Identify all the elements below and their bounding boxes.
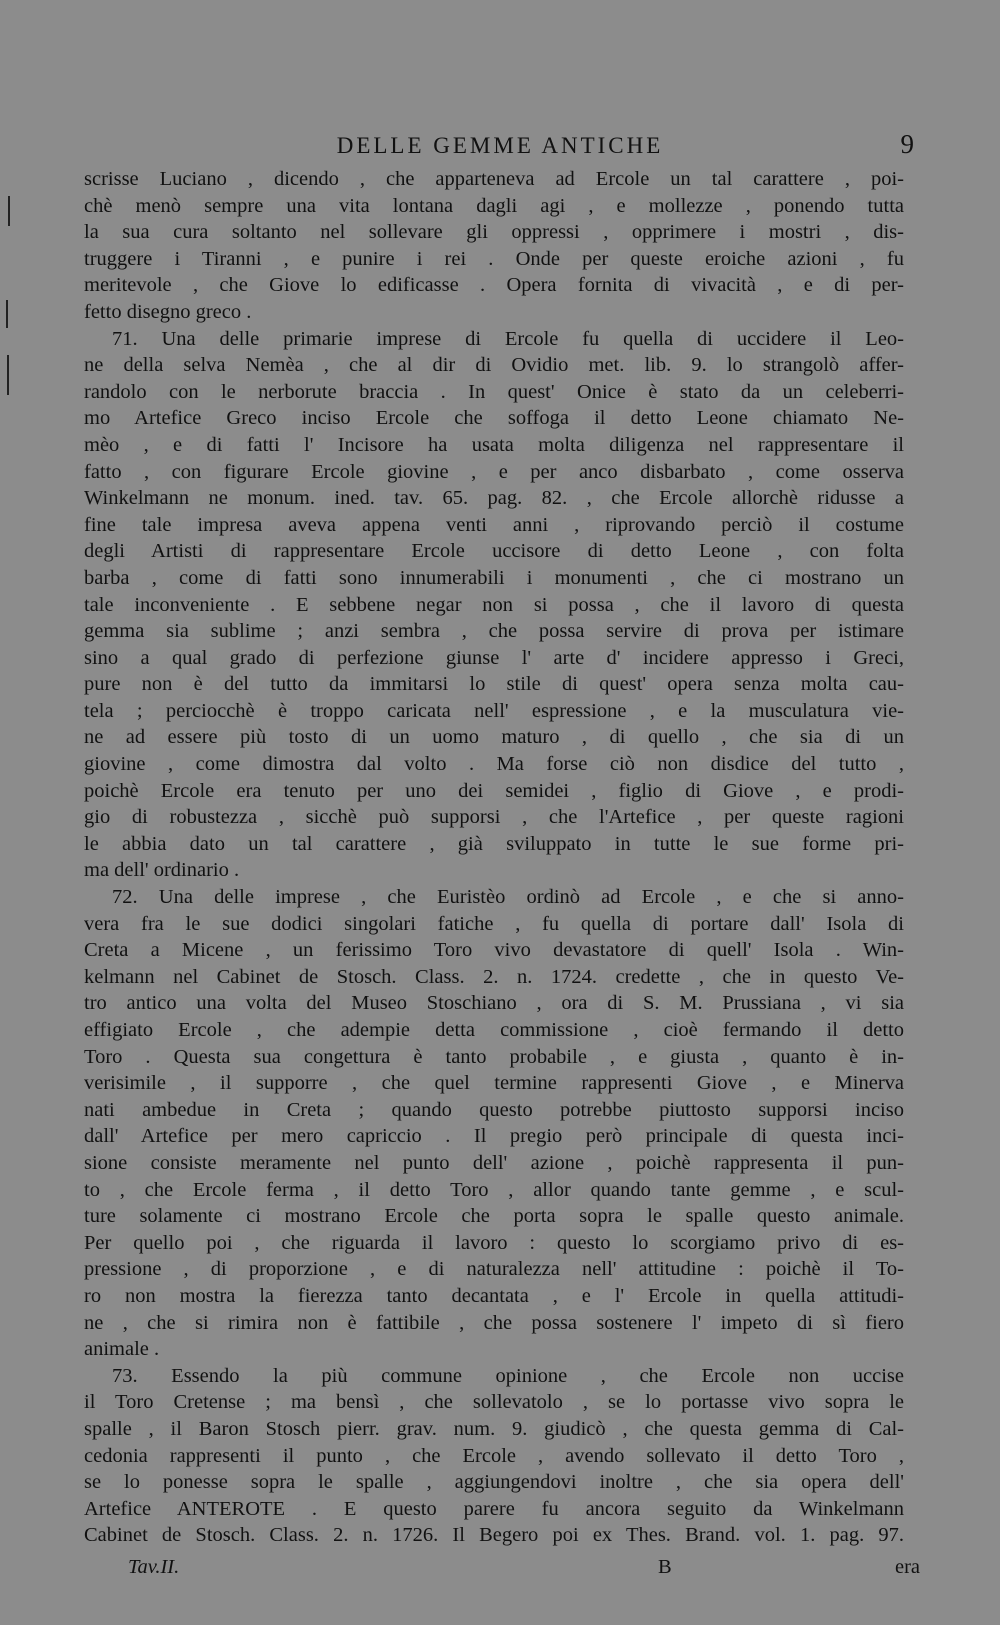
text-line: Per quello poi , che riguarda il lavoro : questo lo scorgiamo privo di es- (84, 1231, 904, 1254)
text-line: gemma sia sublime ; anzi sembra , che possa servire di prova per istimare (84, 620, 904, 643)
text-line: poichè Ercole era tenuto per uno dei semidei , figlio di Giove , e prodi- (84, 779, 904, 802)
margin-mark (8, 196, 10, 226)
text-line: truggere i Tiranni , e punire i rei . Onde per queste eroiche azioni , fu (84, 247, 904, 270)
text-line: la sua cura soltanto nel sollevare gli oppressi , opprimere i mostri , dis- (84, 221, 904, 244)
signature-mark: B (658, 1556, 672, 1578)
text-line: randolo con le nerborute braccia . In quest' Onice è stato da un celeberri- (84, 380, 904, 403)
text-line: Artefice ANTEROTE . E questo parere fu ancora seguito da Winkelmann (84, 1497, 904, 1520)
paragraph-72-start: 72. Una delle imprese , che Euristèo ordinò ad Ercole , e che si anno- (112, 886, 904, 909)
text-line: ne della selva Nemèa , che al dir di Ovidio met. lib. 9. lo strangolò affer- (84, 354, 904, 377)
text-line: nati ambedue in Creta ; quando questo potrebbe piuttosto supporsi inciso (84, 1098, 904, 1121)
margin-mark (7, 355, 9, 395)
text-line: vera fra le sue dodici singolari fatiche , fu quella di portare dall' Isola di (84, 912, 904, 935)
text-line: fetto disegno greco . (84, 300, 252, 323)
text-line: tela ; perciocchè è troppo caricata nell' espressione , e la musculatura vie- (84, 699, 904, 722)
text-line: fine tale impresa aveva appena venti anni , riprovando perciò il costume (84, 513, 904, 536)
plate-reference: Tav.II. (128, 1556, 180, 1578)
text-line: giovine , come dimostra dal volto . Ma forse ciò non disdice del tutto , (84, 753, 904, 776)
text-line: Cabinet de Stosch. Class. 2. n. 1726. Il Begero poi ex Thes. Brand. vol. 1. pag. 97. (84, 1524, 904, 1547)
text-line: ne ad essere più tosto di un uomo maturo , di quello , che sia di un (84, 726, 904, 749)
body-text (84, 166, 904, 1549)
text-line: Winkelmann ne monum. ined. tav. 65. pag. 82. , che Ercole allorchè ridusse a (84, 487, 904, 510)
text-line: to , che Ercole ferma , il detto Toro , allor quando tante gemme , e scul- (84, 1178, 904, 1201)
text-line: mo Artefice Greco inciso Ercole che soffoga il detto Leone chiamato Ne- (84, 407, 904, 430)
text-line: mèo , e di fatti l' Incisore ha usata molta diligenza nel rappresentare il (84, 433, 904, 456)
text-line: dall' Artefice per mero capriccio . Il pregio però principale di questa inci- (84, 1125, 904, 1148)
page-header (80, 129, 920, 163)
paragraph-71-start: 71. Una delle primarie imprese di Ercole fu quella di uccidere il Leo- (112, 327, 904, 350)
text-line: effigiato Ercole , che adempie detta commissione , cioè fermando il detto (84, 1019, 904, 1041)
text-line: sino a qual grado di perfezione giunse l' arte d' incidere appresso i Greci, (84, 646, 904, 669)
margin-mark (6, 300, 8, 328)
text-line: pure non è del tutto da immitarsi lo stile di quest' opera senza molta cau- (84, 673, 904, 696)
text-line: ture solamente ci mostrano Ercole che porta sopra le spalle questo animale. (84, 1205, 904, 1228)
text-line: il Toro Cretense ; ma bensì , che sollevatolo , se lo portasse vivo sopra le (84, 1391, 904, 1414)
text-line: Creta a Micene , un ferissimo Toro vivo devastatore di quell' Isola . Win- (84, 939, 904, 962)
text-line: verisimile , il supporre , che quel termine rappresenti Giove , e Minerva (84, 1072, 904, 1095)
text-line: ro non mostra la fierezza tanto decantata , e l' Ercole in quella attitudi- (84, 1284, 904, 1307)
catchword: era (894, 1556, 920, 1578)
text-line: meritevole , che Giove lo edificasse . Opera fornita di vivacità , e di per- (84, 274, 904, 297)
page-footer (128, 1556, 920, 1586)
text-line: Toro . Questa sua congettura è tanto probabile , e giusta , quanto è in- (84, 1045, 904, 1068)
page-number: 9 (900, 129, 914, 159)
text-line: animale . (84, 1338, 160, 1361)
text-line: se lo ponesse sopra le spalle , aggiungendovi inoltre , che sia opera dell' (84, 1471, 904, 1494)
text-line: degli Artisti di rappresentare Ercole uccisore di detto Leone , con folta (84, 540, 904, 563)
running-title: DELLE GEMME ANTICHE (336, 133, 664, 158)
text-line: ma dell' ordinario . (84, 859, 240, 882)
text-line: fatto , con figurare Ercole giovine , e per anco disbarbato , come osserva (84, 460, 904, 483)
paragraph-73-start: 73. Essendo la più commune opinione , che Ercole non uccise (112, 1364, 904, 1387)
text-line: pressione , di proporzione , e di naturalezza nell' attitudine : poichè il To- (84, 1258, 904, 1281)
text-line: sione consiste meramente nel punto dell' azione , poichè rappresenta il pun- (84, 1151, 904, 1174)
text-line: spalle , il Baron Stosch pierr. grav. num. 9. giudicò , che questa gemma di Cal- (84, 1417, 904, 1440)
text-line: chè menò sempre una vita lontana dagli agi , e mollezze , ponendo tutta (84, 194, 904, 217)
text-line: tale inconveniente . E sebbene negar non si possa , che il lavoro di questa (84, 593, 904, 616)
text-line: kelmann nel Cabinet de Stosch. Class. 2. n. 1724. credette , che in questo Ve- (84, 965, 904, 988)
text-line: gio di robustezza , sicchè può supporsi , che l'Artefice , per queste ragioni (84, 806, 904, 829)
text-line: cedonia rappresenti il punto , che Ercole , avendo sollevato il detto Toro , (84, 1444, 904, 1467)
text-line: scrisse Luciano , dicendo , che apparteneva ad Ercole un tal carattere , poi- (84, 168, 904, 190)
text-line: barba , come di fatti sono innumerabili i monumenti , che ci mostrano un (84, 566, 904, 589)
text-line: tro antico una volta del Museo Stoschiano , ora di S. M. Prussiana , vi sia (84, 992, 904, 1015)
text-line: le abbia dato un tal carattere , già sviluppato in tutte le sue forme pri- (84, 832, 904, 855)
text-line: ne , che si rimira non è fattibile , che possa sostenere l' impeto di sì fiero (84, 1311, 904, 1334)
